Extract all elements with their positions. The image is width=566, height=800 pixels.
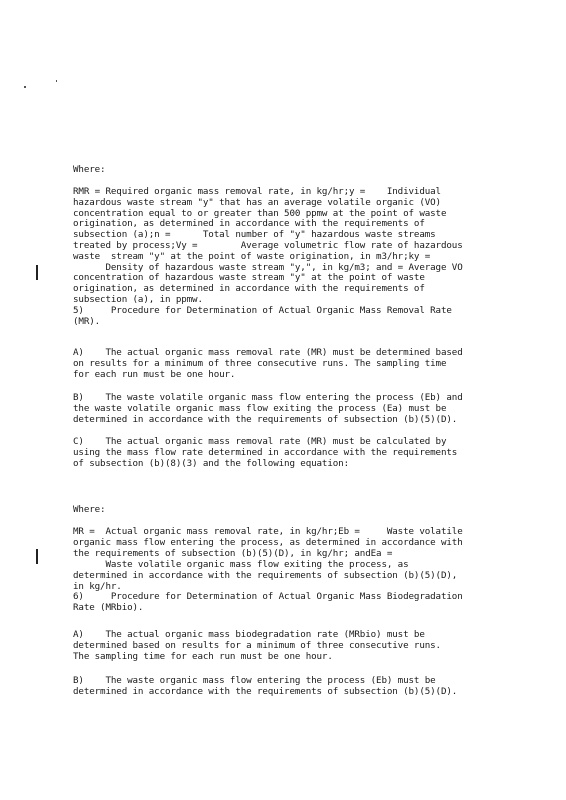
- mr-definition-paragraph: MR = Actual organic mass removal rate, in kg/hr;Eb = Waste volatile organic mass flow entering the process, as determined in accordance with the requirements of subsection (b)(5)(D), in kg/hr; andEa =: [73, 526, 463, 559]
- scan-speck: [56, 80, 57, 82]
- paragraph-6b: B) The waste organic mass flow entering the process (Eb) must be determined in accordance with the requirements of subsection (b)(5)(D).: [73, 675, 458, 697]
- revision-bar: [36, 549, 38, 564]
- mr-definition-continuation: Waste volatile organic mass flow exiting the process, as determined in accordance with the requirements of subsection (b)(5)(D), in kg/hr. 6) Procedure for Determination of Actual Organic Mass Biodegradation Rate (MRbio).: [73, 559, 463, 614]
- paragraph-5b: B) The waste volatile organic mass flow entering the process (Eb) and the waste volatile organic mass flow exiting the process (Ea) must be determined in accordance with the requirements of subsection (b)(5)(D).: [73, 392, 463, 425]
- where-heading: Where:: [73, 164, 106, 175]
- revision-bar: [36, 265, 38, 280]
- paragraph-6a: A) The actual organic mass biodegradation rate (MRbio) must be determined based on results for a minimum of three consecutive runs. The sampling time for each run must be one hour.: [73, 629, 441, 662]
- paragraph-5a: A) The actual organic mass removal rate (MR) must be determined based on results for a minimum of three consecutive runs. The sampling time for each run must be one hour.: [73, 347, 463, 380]
- scan-speck: [24, 86, 26, 88]
- where-heading-2: Where:: [73, 504, 106, 515]
- rmr-definition-paragraph: RMR = Required organic mass removal rate, in kg/hr;y = Individual hazardous waste stream "y" that has an average volatile organic (VO) concentration equal to or greater than 500 ppmw at the point of waste origination, as determined in accordance with the requirements of subsection (a);n = Total number of "y" hazardous waste streams treated by process;Vy = Average volumetric flow rate of hazardous waste stream "y" at the point of waste origination, in m3/hr;ky = Density of hazardous waste stream "y,", in kg/m3; and = Average VO concentration of hazardous waste stream "y" at the point of waste origination, as determined in accordance with the requirements of subsection (a), in ppmw. 5) Procedure for Determination of Actual Organic Mass Removal Rate (MR).: [73, 186, 463, 327]
- paragraph-5c: C) The actual organic mass removal rate (MR) must be calculated by using the mass flow rate determined in accordance with the requirements of subsection (b)(8)(3) and the following equation:: [73, 436, 458, 469]
